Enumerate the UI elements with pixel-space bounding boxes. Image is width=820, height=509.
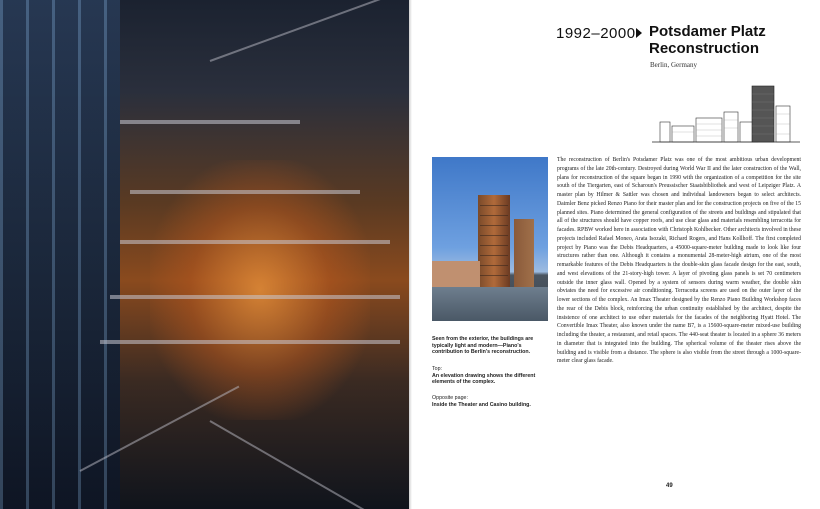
low-building xyxy=(432,261,480,287)
page-number: 49 xyxy=(666,483,673,489)
atrium-photo xyxy=(0,0,409,509)
stair-rail xyxy=(210,420,384,509)
caption-top-label: Top: xyxy=(432,366,443,372)
caption-opposite-text: Inside the Theater and Casino building. xyxy=(432,401,531,408)
balcony xyxy=(110,295,400,299)
triangle-right-icon xyxy=(636,28,642,38)
stair-rail xyxy=(210,0,389,62)
caption-top-text: An elevation drawing shows the different elements of the complex. xyxy=(432,372,536,386)
caption-opposite xyxy=(432,395,552,408)
tower xyxy=(514,219,534,289)
balcony xyxy=(100,340,400,344)
elevation-drawing xyxy=(652,82,800,144)
project-title: Potsdamer Platz Reconstruction xyxy=(649,23,766,57)
warm-light xyxy=(150,160,370,420)
project-location: Berlin, Germany xyxy=(650,61,698,69)
project-years: 1992–2000 xyxy=(556,25,636,42)
caption-top xyxy=(432,366,552,386)
water xyxy=(432,287,548,321)
caption-exterior: Seen from the exterior, the buildings are typically light and modern—Piano's contribution to Berlin's reconstruction. xyxy=(432,336,534,356)
caption-opposite-label: Opposite page: xyxy=(432,395,468,401)
balcony xyxy=(120,240,390,244)
gutter xyxy=(409,0,412,509)
tower xyxy=(478,195,510,287)
balcony xyxy=(130,190,360,194)
balcony xyxy=(120,120,300,124)
exterior-photo xyxy=(432,157,548,321)
glass-facade xyxy=(0,0,120,509)
body-text: The reconstruction of Berlin's Potsdamer Platz was one of the most ambitious urban development programs of the late 20th-century. Destroyed during World War II and the later construction of the Wall, plans for reconstruction of the square began in 1990 with the organization of a competition for the site south of the Tiergarten, east of Scharoun's Preussischer Staatsbibliothek and west of Leipziger Platz. A master plan by Hilmer & Sattler was chosen and individual landowners began to select architects. Daimler Benz picked Renzo Piano for their master plan and for the construction projects on five of the 15 planned sites. Piano determined the general configuration of the streets and buildings and stipulated that all of the structures should have copper roofs, and use clear glass and materials resembling terracotta for facades. RPBW worked here in association with Christoph Kohlbecker. Other architects involved in these projects included Rafael Moneo, Arata Isozaki, Richard Rogers, and Hans Kollhoff. The first completed project by Piano was the Debis Headquarters, a 45000-square-meter building made to look like four structures rather than one. Although it contains a monumental 28-meter-high atrium, one of the most remarkable features of the Debis Headquarters is the double-skin glass facade design for the east, south, and west elevations of the 21-story-high tower. A layer of pivoting glass panels is set 70 centimeters outside the inner glass wall. Opened by a system of sensors during warm weather, the double skin obviates the need for excessive air conditioning. Terracotta screens are used on the outer layer of the lower sections of the complex. An Imax Theater designed by the Renzo Piano Building Workshop faces the rear of the Debis block, reinforcing the urban continuity established by the architect, despite the insistence of one architect to use other materials for the facades of the neighboring Hyatt Hotel. The Convertible Imax Theater, also known under the name B7, is a 15600-square-meter mixed-use building including the theater, a restaurant, and retail spaces. The 440-seat theater is located in a sphere 36 meters in diameter that is integrated into the building. The spherical volume of the theater rises above the building and is visible from a distance. The sphere is also visible from the street through a 1000-square-meter clear glass facade. xyxy=(557,157,801,365)
